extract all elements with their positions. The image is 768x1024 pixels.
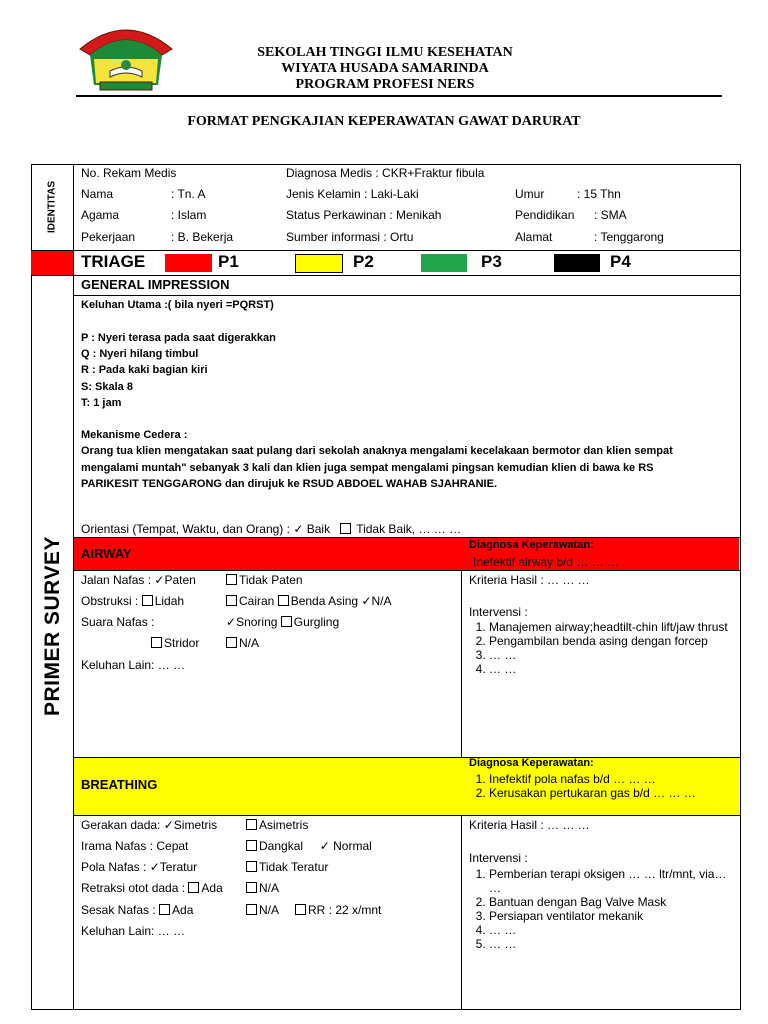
list-item: 5. … … (489, 937, 731, 951)
airway-diagnosa-value: Inefektif airway b/d … … … (473, 555, 620, 569)
obstruksi-row (81, 594, 184, 608)
suara-nafas-label: Suara Nafas : (81, 615, 155, 629)
header-rule (76, 95, 722, 97)
suara-nafas-options (226, 615, 339, 629)
mekanisme-line-1: Orang tua klien mengatakan saat pulang dari sekolah anaknya mengalami kecelakaan bermotor dan klien sempat (81, 445, 673, 457)
pqrst-s: S: Skala 8 (81, 381, 133, 393)
breathing-diagnosa-label: Diagnosa Keperawatan: (469, 757, 594, 769)
mekanisme-cedera-label: Mekanisme Cedera : (81, 429, 188, 441)
orientasi-label: Orientasi (Tempat, Waktu, dan Orang) : (81, 522, 290, 536)
obstruksi-options (226, 594, 392, 608)
irama-options (246, 839, 372, 853)
sesak-options (246, 903, 381, 917)
checkbox-icon[interactable] (226, 637, 237, 648)
teratur-option: Teratur (159, 860, 198, 874)
obstruksi-label: Obstruksi : (81, 594, 139, 608)
stridor-option: Stridor (164, 636, 200, 650)
check-icon[interactable]: ✓ (163, 818, 174, 832)
mekanisme-line-3: PARIKESIT TENGGARONG dan dirujuk ke RSUD ABDOEL WAHAB SJAHRANIE. (81, 478, 498, 490)
ada-option-2: Ada (172, 903, 194, 917)
list-item: 1. Pemberian terapi oksigen … … ltr/mnt, via… … (489, 867, 731, 895)
na-option: N/A (371, 594, 392, 608)
jalan-nafas-label: Jalan Nafas : (81, 573, 152, 587)
breathing-diagnosa-list (469, 772, 734, 800)
pola-nafas-label: Pola Nafas : (81, 860, 147, 874)
checkbox-icon[interactable] (159, 904, 170, 915)
triage-p3-swatch[interactable] (421, 254, 467, 272)
jenis-kelamin: Jenis Kelamin : Laki-Laki (286, 187, 419, 201)
nama-value: : Tn. A (171, 187, 206, 201)
diagnosa-medis: Diagnosa Medis : CKR+Fraktur fibula (286, 166, 485, 180)
header-line-1: SEKOLAH TINGGI ILMU KESEHATAN (257, 45, 513, 60)
checkbox-icon[interactable] (142, 595, 153, 606)
gerakan-dada-row (81, 818, 217, 832)
rr-value: RR : 22 x/mnt (308, 903, 382, 917)
na-option: N/A (259, 881, 280, 895)
list-item: 2. Pengambilan benda asing dengan forcep (489, 634, 731, 648)
keluhan-utama: Keluhan Utama :( bila nyeri =PQRST) (81, 299, 274, 311)
pola-nafas-row (81, 860, 197, 874)
normal-option: Normal (333, 839, 372, 853)
checkbox-icon[interactable] (188, 882, 199, 893)
breathing-intervensi-label: Intervensi : (469, 851, 528, 865)
triage-label: TRIAGE (81, 252, 146, 271)
tidak-teratur-row (246, 860, 328, 874)
gurgling-option: Gurgling (293, 615, 340, 629)
alamat-value: : Tenggarong (594, 230, 664, 244)
gerakan-dada-label: Gerakan dada: (81, 818, 161, 832)
list-item: 2. Bantuan dengan Bag Valve Mask (489, 895, 731, 909)
status-perkawinan: Status Perkawinan : Menikah (286, 208, 442, 222)
rekam-medis-label: No. Rekam Medis (81, 166, 177, 180)
check-icon[interactable]: ✓ (319, 839, 330, 853)
pqrst-r: R : Pada kaki bagian kiri (81, 364, 208, 376)
checkbox-icon[interactable] (246, 904, 257, 915)
check-icon[interactable]: ✓ (361, 594, 372, 608)
cairan-option: Cairan (239, 594, 275, 608)
check-icon[interactable]: ✓ (293, 522, 304, 536)
list-item: 2. Kerusakan pertukaran gas b/d … … … (489, 786, 734, 800)
primer-survey-label: PRIMER SURVEY (41, 536, 64, 716)
identitas-label: IDENTITAS (46, 180, 58, 234)
checkbox-icon[interactable] (295, 904, 306, 915)
stridor-row (151, 636, 199, 650)
agama-label: Agama (81, 208, 120, 222)
list-item: 4. … … (489, 662, 731, 676)
list-item: 1. Manajemen airway;headtilt-chin lift/jaw thrust (489, 620, 731, 634)
header-line-2: WIYATA HUSADA SAMARINDA (281, 61, 489, 76)
airway-intervensi-list (469, 620, 731, 676)
triage-p4-label: P4 (610, 252, 631, 271)
general-impression-heading: GENERAL IMPRESSION (81, 277, 230, 292)
orientasi-baik: Baik (306, 522, 331, 536)
breathing-heading: BREATHING (81, 777, 158, 792)
checkbox-icon[interactable] (246, 819, 257, 830)
nama-label: Nama (81, 187, 114, 201)
benda-asing-option: Benda Asing (290, 594, 359, 608)
airway-heading: AIRWAY (81, 546, 132, 561)
pqrst-p: P : Nyeri terasa pada saat digerakkan (81, 332, 276, 344)
checkbox-icon[interactable] (226, 595, 237, 606)
triage-p1-swatch[interactable] (165, 254, 212, 272)
agama-value: : Islam (171, 208, 207, 222)
mekanisme-line-2: mengalami muntah" sebanyak 3 kali dan klien juga sempat mengalami pingsan kemudian klien di bawa ke RS (81, 462, 654, 474)
pekerjaan-value: : B. Bekerja (171, 230, 234, 244)
triage-p3-label: P3 (481, 252, 502, 271)
sumber-informasi: Sumber informasi : Ortu (286, 230, 414, 244)
triage-p1-label: P1 (218, 252, 239, 271)
checkbox-icon[interactable] (281, 616, 292, 627)
tidak-teratur-option: Tidak Teratur (259, 860, 329, 874)
triage-p2-swatch[interactable] (295, 254, 343, 273)
ada-option: Ada (201, 881, 223, 895)
na-option-2: N/A (259, 903, 279, 917)
stridor-na-row (226, 636, 259, 650)
list-item: 4. … … (489, 923, 731, 937)
retraksi-na-row (246, 881, 279, 895)
pqrst-t: T: 1 jam (81, 397, 122, 409)
tidak-paten-row (226, 573, 303, 587)
checkbox-icon[interactable] (151, 637, 162, 648)
airway-header-band (74, 538, 739, 570)
retraksi-row (81, 881, 223, 895)
pendidikan-value: : SMA (594, 208, 627, 222)
airway-intervensi-label: Intervensi : (469, 605, 528, 619)
alamat-label: Alamat (515, 230, 553, 244)
list-item: 3. Persiapan ventilator mekanik (489, 909, 731, 923)
checkbox-icon[interactable] (246, 882, 257, 893)
triage-p2-label: P2 (353, 252, 374, 271)
airway-kriteria-hasil: Kriteria Hasil : … … … (469, 573, 590, 587)
lidah-option: Lidah (154, 594, 185, 608)
checkbox-icon[interactable] (278, 595, 289, 606)
dangkal-option: Dangkal (259, 839, 304, 853)
breathing-intervensi-list (469, 867, 731, 951)
umur-value: : 15 Thn (577, 187, 621, 201)
pqrst-q: Q : Nyeri hilang timbul (81, 348, 199, 360)
umur-label: Umur (515, 187, 545, 201)
na-option-2: N/A (239, 636, 260, 650)
form-title: FORMAT PENGKAJIAN KEPERAWATAN GAWAT DARURAT (187, 114, 581, 129)
triage-p4-swatch[interactable] (554, 254, 600, 272)
airway-keluhan-lain: Keluhan Lain: … … (81, 658, 186, 672)
checkbox-icon[interactable] (226, 574, 237, 585)
pendidikan-label: Pendidikan (515, 208, 575, 222)
school-logo (76, 19, 176, 94)
asimetris-row (246, 818, 308, 832)
breathing-kriteria-hasil: Kriteria Hasil : … … … (469, 818, 590, 832)
irama-nafas-label: Irama Nafas : Cepat (81, 839, 189, 853)
list-item: 1. Inefektif pola nafas b/d … … … (489, 772, 734, 786)
check-icon[interactable]: ✓ (154, 573, 165, 587)
pekerjaan-label: Pekerjaan (81, 230, 136, 244)
orientasi-row (81, 522, 461, 536)
checkbox-icon[interactable] (340, 523, 351, 534)
asimetris-option: Asimetris (259, 818, 309, 832)
check-icon[interactable]: ✓ (226, 615, 237, 629)
sesak-nafas-label: Sesak Nafas : (81, 903, 156, 917)
tidak-paten-option: Tidak Paten (239, 573, 303, 587)
breathing-keluhan-lain: Keluhan Lain: … … (81, 924, 186, 938)
checkbox-icon[interactable] (246, 840, 257, 851)
header-line-3: PROGRAM PROFESI NERS (295, 77, 475, 92)
triage-red-cell (31, 251, 73, 275)
airway-diagnosa-label: Diagnosa Keperawatan: (469, 539, 594, 551)
sesak-nafas-row (81, 903, 193, 917)
simetris-option: Simetris (173, 818, 218, 832)
retraksi-label: Retraksi otot dada : (81, 881, 186, 895)
snoring-option: Snoring (236, 615, 278, 629)
paten-option: Paten (164, 573, 196, 587)
checkbox-icon[interactable] (246, 861, 257, 872)
orientasi-tidak-baik: Tidak Baik, … … … (356, 522, 462, 536)
jalan-nafas-row (81, 573, 196, 587)
check-icon[interactable]: ✓ (149, 860, 160, 874)
list-item: 3. … … (489, 648, 731, 662)
